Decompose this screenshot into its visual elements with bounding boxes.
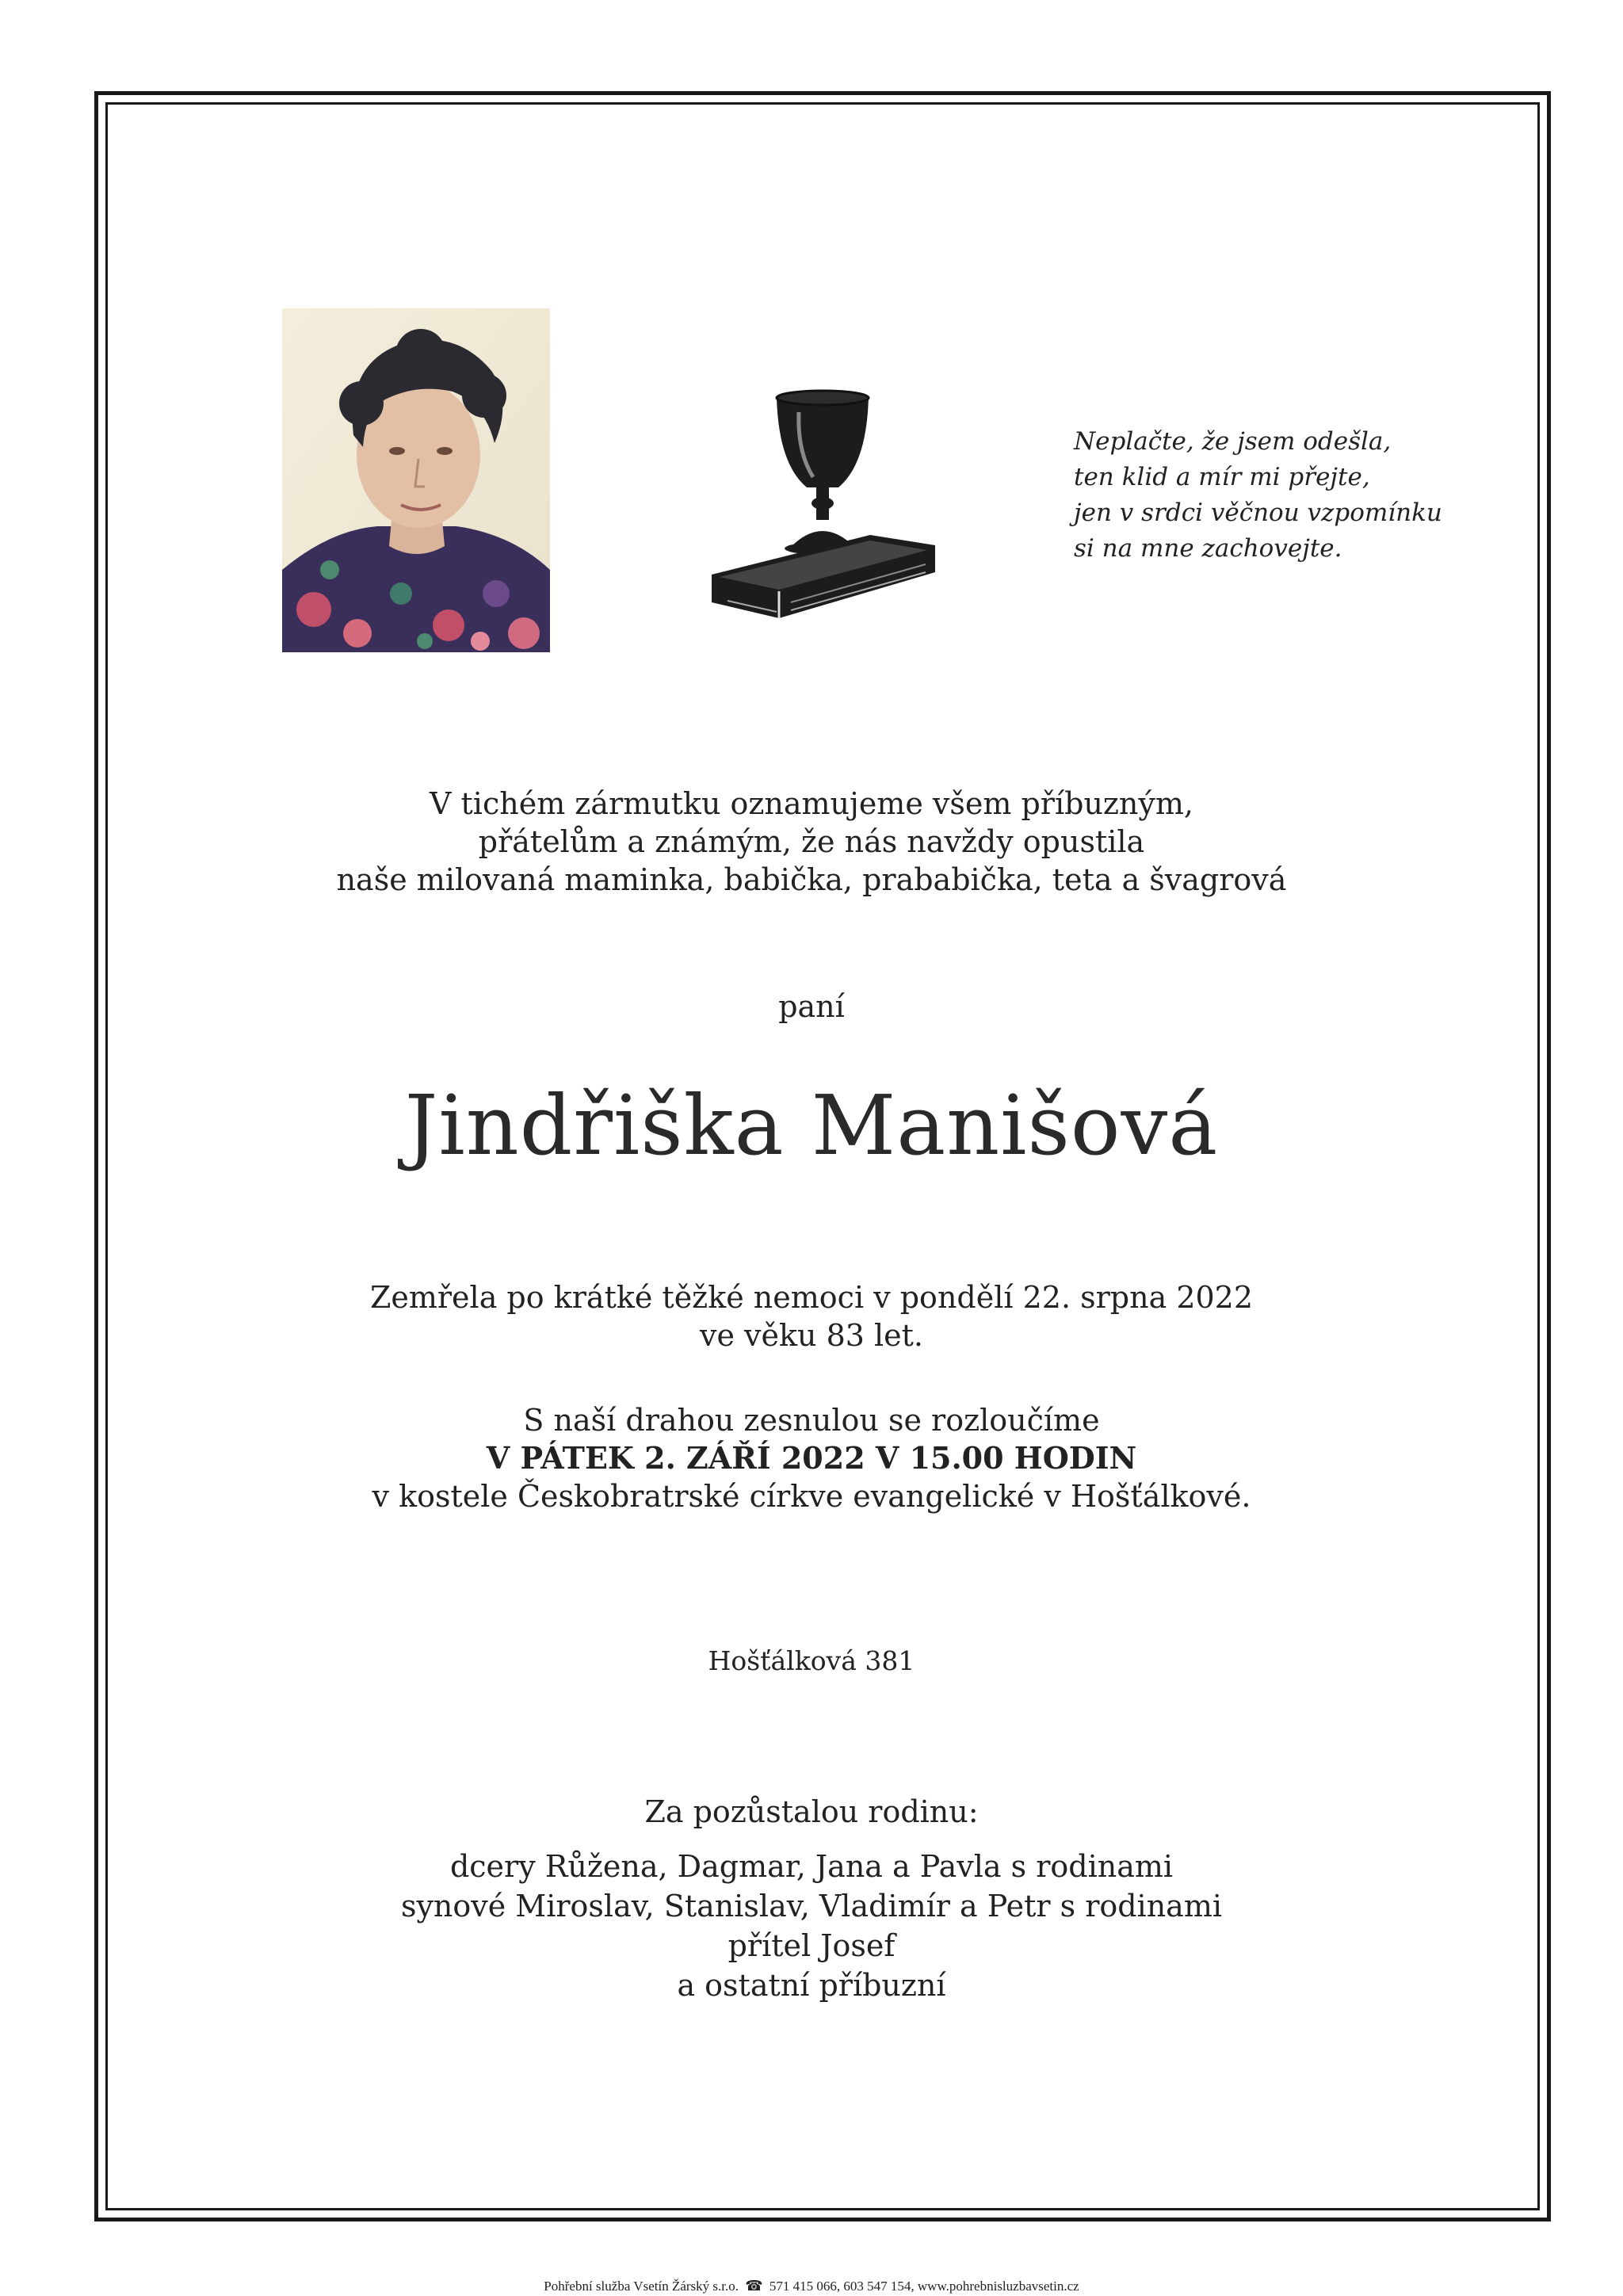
poem <box>1074 424 1486 567</box>
death-info <box>0 1278 1623 1354</box>
family-list <box>0 1847 1623 2005</box>
funeral-intro: S naší drahou zesnulou se rozloučíme <box>523 1403 1100 1438</box>
family-heading: Za pozůstalou rodinu: <box>644 1794 979 1829</box>
poem-line: si na mne zachovejte. <box>1074 534 1342 563</box>
footer <box>0 2278 1623 2294</box>
deceased-name: Jindřiška Manišová <box>404 1077 1219 1174</box>
telephone-icon: ☎ <box>745 2278 763 2294</box>
announcement-text <box>0 785 1623 899</box>
address: Hošťálková 381 <box>708 1645 915 1676</box>
death-line: Zemřela po krátké těžké nemoci v pondělí 22. srpna 2022 <box>369 1280 1254 1315</box>
portrait-photo <box>282 308 550 652</box>
salutation: paní <box>778 989 845 1024</box>
poem-line: jen v srdci věčnou vzpomínku <box>1074 499 1442 527</box>
announcement-line: V tichém zármutku oznamujeme všem příbuzným, <box>430 786 1193 821</box>
poem-line: ten klid a mír mi přejte, <box>1074 463 1370 491</box>
funeral-place: v kostele Českobratrské církve evangelické v Hošťálkové. <box>372 1479 1251 1514</box>
chalice-book-icon <box>704 388 941 622</box>
funeral-datetime: V PÁTEK 2. ZÁŘÍ 2022 V 15.00 HODIN <box>486 1440 1137 1476</box>
family-line: synové Miroslav, Stanislav, Vladimír a Petr s rodinami <box>400 1889 1223 1924</box>
announcement-line: přátelům a známým, že nás navždy opustila <box>478 824 1145 859</box>
footer-contacts: 571 415 066, 603 547 154, www.pohrebnisluzbavsetin.cz <box>769 2279 1079 2294</box>
footer-company: Pohřební služba Vsetín Žárský s.r.o. <box>544 2279 739 2294</box>
age-line: ve věku 83 let. <box>700 1318 923 1353</box>
family-line: a ostatní příbuzní <box>677 1968 946 2003</box>
poem-line: Neplačte, že jsem odešla, <box>1074 427 1392 456</box>
funeral-info <box>0 1401 1623 1515</box>
family-line: přítel Josef <box>727 1928 896 1963</box>
family-line: dcery Růžena, Dagmar, Jana a Pavla s rodinami <box>449 1849 1174 1884</box>
announcement-line: naše milovaná maminka, babička, prababička, teta a švagrová <box>336 862 1287 897</box>
